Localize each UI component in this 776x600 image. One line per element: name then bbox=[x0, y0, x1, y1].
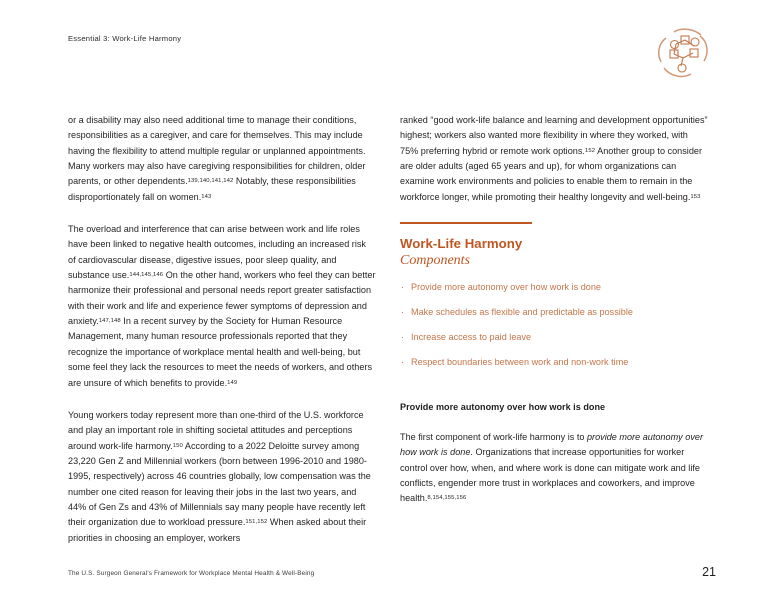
components-callout bbox=[400, 222, 708, 369]
footnote-reference: 139,140,141,142 bbox=[187, 178, 234, 185]
footnote-reference: 150 bbox=[172, 442, 183, 449]
bullet-icon: · bbox=[401, 282, 405, 293]
bullet-icon: · bbox=[401, 357, 405, 368]
section-sub-heading: Provide more autonomy over how work is done bbox=[400, 402, 606, 413]
footnote-reference: 8,154,155,156 bbox=[427, 495, 467, 502]
network-nodes-pinwheel-logo bbox=[652, 24, 714, 82]
footnote-reference: 144,145,146 bbox=[129, 271, 164, 278]
list-item bbox=[400, 331, 708, 344]
paragraph-disability-caregiving bbox=[68, 113, 376, 205]
components-title: Work-Life Harmony bbox=[400, 236, 523, 252]
text-run: . Organizations that increase opportunities for worker control over how, when, and where work is done can mitigate work and life conflicts, engender more trust in workplaces and coworkers, and improve health. bbox=[400, 447, 700, 504]
accent-rule bbox=[400, 222, 532, 224]
emphasis-run: provide more autonomy over how work is done bbox=[400, 432, 703, 458]
footnote-reference: 152 bbox=[584, 147, 596, 154]
left-text-column bbox=[68, 113, 376, 546]
footnote-reference: 147,148 bbox=[98, 317, 121, 324]
list-item-label: Increase access to paid leave bbox=[411, 332, 532, 343]
text-run: Another group to consider are older adults (aged 65 years and up), for whom organizations can examine work environments and policies to enable them to remain in the workforce longer, while promoting their healthy longevity and well-being. bbox=[400, 145, 703, 202]
text-run: Notably, these responsibilities disproportionately fall on women. bbox=[68, 176, 356, 202]
list-item-label: Provide more autonomy over how work is done bbox=[411, 282, 601, 293]
list-item-label: Respect boundaries between work and non-work time bbox=[411, 357, 629, 368]
list-item bbox=[400, 306, 708, 319]
text-run: In a recent survey by the Society for Human Resource Management, many human resource professionals reported that they recognize the importance of workplace mental health and well-being, but some feel they lack the resources to meet the needs of workers, and others are unsure of which benefits to provide. bbox=[68, 316, 373, 388]
footnote-reference: 149 bbox=[227, 379, 238, 386]
paragraph-ranked-balance bbox=[400, 113, 708, 205]
footnote-reference: 151,152 bbox=[245, 519, 268, 526]
bullet-icon: · bbox=[401, 332, 405, 343]
text-run: or a disability may also need additional time to manage their conditions, responsibilities as a caregiver, and care for themselves. This may include having the flexibility to attend multiple regular or unplanned appointments. Many workers may also have caregiving responsibilities for children, older parents, or other dependents. bbox=[68, 115, 366, 187]
footer-title: The U.S. Surgeon General’s Framework for Workplace Mental Health & Well-Being bbox=[68, 570, 315, 577]
paragraph-first-component bbox=[400, 430, 708, 507]
text-run: According to a 2022 Deloitte survey among 23,220 Gen Z and Millennial workers (born between 1996-2010 and 1980-1995, respectively) across 46 countries globally, low compensation was the number one cited reason for leaving their jobs in the last two years, and 44% of Gen Zs and 43% of Millennials say many people have recently left their organization due to workload pressure. bbox=[68, 440, 371, 528]
running-header: Essential 3: Work-Life Harmony bbox=[68, 34, 182, 43]
paragraph-overload-interference bbox=[68, 222, 376, 391]
list-item bbox=[400, 356, 708, 369]
text-run: On the other hand, workers who feel they can better harmonize their professional and personal needs report greater satisfaction with their work and life and experience fewer symptoms of depression and anxiety. bbox=[68, 270, 376, 327]
list-item-label: Make schedules as flexible and predictable as possible bbox=[411, 307, 633, 318]
footnote-reference: 153 bbox=[690, 193, 701, 200]
text-run: The first component of work-life harmony is to bbox=[400, 432, 587, 443]
paragraph-young-workers bbox=[68, 408, 376, 546]
right-text-column bbox=[400, 113, 708, 507]
list-item bbox=[400, 281, 708, 294]
text-run: ranked “good work-life balance and learning and development opportunities” highest; workers also wanted more flexibility in where they worked, with 75% preferring hybrid or remote work options. bbox=[400, 115, 708, 156]
bullet-icon: · bbox=[401, 307, 405, 318]
text-run: The overload and interference that can arise between work and life roles have been linked to negative health outcomes, including an increased risk of cardiovascular disease, digestive issues, poor sleep quality, and substance use. bbox=[68, 224, 366, 281]
components-list bbox=[400, 281, 708, 369]
footnote-reference: 143 bbox=[201, 193, 212, 200]
page-number: 21 bbox=[702, 565, 716, 579]
components-subtitle: Components bbox=[400, 253, 470, 269]
text-run: Young workers today represent more than one-third of the U.S. workforce and play an important role in shifting societal attitudes and perceptions around work-life harmony. bbox=[68, 409, 364, 451]
text-run: When asked about their priorities in choosing an employer, workers bbox=[68, 517, 367, 543]
